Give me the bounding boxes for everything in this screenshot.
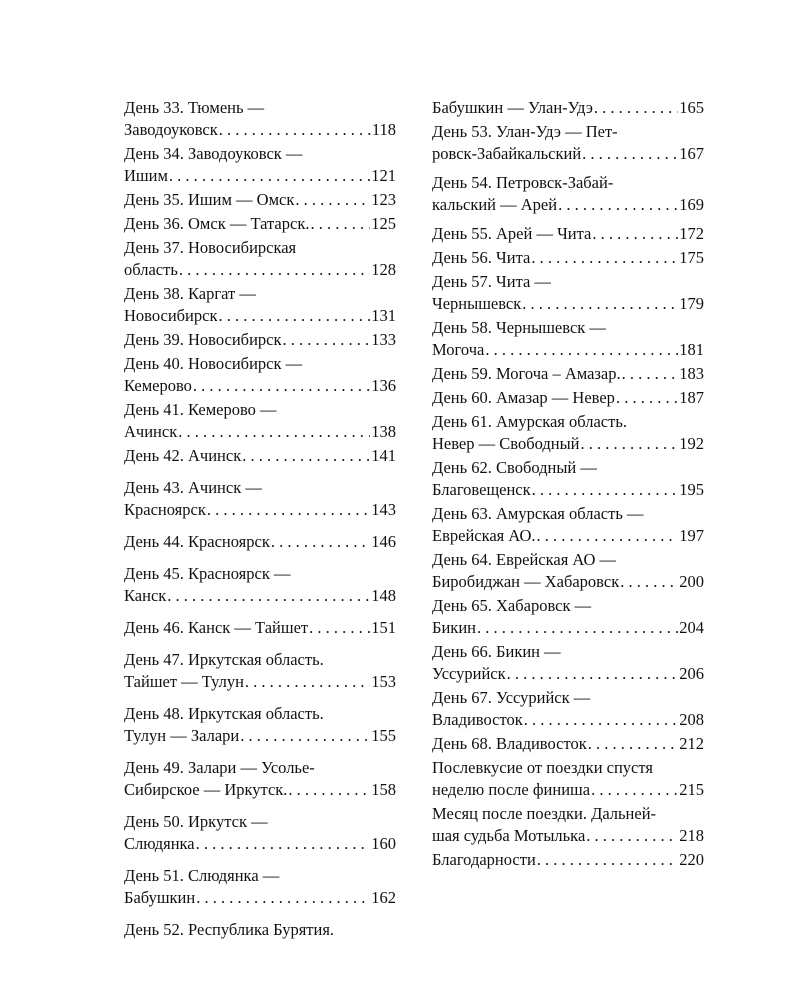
toc-entry-line	[432, 194, 704, 216]
page-number: 200	[679, 572, 704, 591]
toc-entry-line	[124, 329, 396, 351]
toc-entry-text: Сибирское — Иркутск.	[124, 780, 288, 799]
toc-entry-text: День 33. Тюмень —	[124, 98, 265, 117]
toc-entry[interactable]	[432, 271, 704, 315]
toc-entry[interactable]	[124, 649, 396, 693]
toc-entry-line	[432, 223, 704, 245]
toc-entry[interactable]	[124, 865, 396, 909]
toc-entry-text: День 43. Ачинск —	[124, 478, 262, 497]
toc-entry-line	[432, 121, 704, 143]
toc-entry-text: шая судьба Мотылька	[432, 826, 586, 845]
toc-entry[interactable]	[432, 121, 704, 165]
toc-entry-text: День 58. Чернышевск —	[432, 318, 606, 337]
page-number: 146	[371, 532, 396, 551]
toc-entry[interactable]	[432, 733, 704, 755]
toc-entry-line	[124, 97, 396, 119]
toc-entry-line	[124, 865, 396, 887]
page-number: 167	[679, 144, 704, 163]
dot-leader	[591, 779, 678, 801]
dot-leader	[169, 165, 370, 187]
toc-entry-line	[124, 283, 396, 305]
toc-entry-line	[124, 305, 396, 327]
toc-entry-line	[124, 477, 396, 499]
toc-entry-line	[432, 363, 704, 385]
toc-entry-text: Ачинск	[124, 422, 178, 441]
toc-entry-line	[432, 525, 704, 547]
dot-leader	[295, 189, 370, 211]
page-number: 138	[371, 422, 396, 441]
toc-entry-text: Еврейская АО.	[432, 526, 536, 545]
dot-leader	[282, 329, 370, 351]
toc-entry[interactable]	[432, 363, 704, 385]
page-number: 218	[679, 826, 704, 845]
toc-entry-text: Благовещенск	[432, 480, 531, 499]
toc-entry-text: Бикин	[432, 618, 476, 637]
toc-entry[interactable]	[432, 387, 704, 409]
toc-entry-line	[432, 849, 704, 871]
toc-entry-text: Бабушкин — Улан-Удэ	[432, 98, 593, 117]
toc-entry-text: День 37. Новосибирская	[124, 238, 297, 257]
dot-leader	[242, 445, 370, 467]
toc-entry-text: День 46. Канск — Тайшет	[124, 618, 309, 637]
dot-leader	[532, 479, 679, 501]
dot-leader	[207, 499, 370, 521]
toc-entry[interactable]	[432, 411, 704, 455]
dot-leader	[477, 617, 678, 639]
toc-entry-text: День 68. Владивосток	[432, 734, 587, 753]
toc-entry-text: Заводоуковск	[124, 120, 218, 139]
toc-entry-line	[124, 671, 396, 693]
toc-entry-line	[124, 259, 396, 281]
toc-entry[interactable]	[124, 703, 396, 747]
toc-entry-line	[432, 97, 704, 119]
toc-entry-text: День 42. Ачинск	[124, 446, 242, 465]
page-number: 125	[371, 214, 396, 233]
toc-entry-text: Красноярск	[124, 500, 206, 519]
toc-entry-text: кальский — Арей	[432, 195, 558, 214]
toc-entry-line	[124, 237, 396, 259]
page-number: 153	[371, 672, 396, 691]
toc-entry-text: День 36. Омск — Татарск.	[124, 214, 310, 233]
toc-entry-line	[124, 213, 396, 235]
dot-leader	[522, 293, 678, 315]
toc-entry-line	[124, 399, 396, 421]
page-number: 204	[679, 618, 704, 637]
toc-entry[interactable]	[124, 477, 396, 521]
page-number: 155	[371, 726, 396, 745]
dot-leader	[178, 421, 370, 443]
toc-entry-line	[432, 339, 704, 361]
page-number: 197	[679, 526, 704, 545]
toc-entry[interactable]	[124, 563, 396, 607]
toc-entry-text: Чернышевск	[432, 294, 522, 313]
toc-entry[interactable]	[124, 143, 396, 187]
toc-entry[interactable]	[432, 595, 704, 639]
toc-entry-text: Послевкусие от поездки спустя	[432, 758, 653, 777]
page-number: 175	[679, 248, 704, 267]
page-number: 141	[371, 446, 396, 465]
toc-entry-text: Владивосток	[432, 710, 523, 729]
toc-entry-line	[124, 725, 396, 747]
toc-entry-text: День 64. Еврейская АО —	[432, 550, 617, 569]
toc-entry-text: День 54. Петровск-Забай-	[432, 173, 614, 192]
dot-leader	[218, 305, 370, 327]
page-number: 181	[679, 340, 704, 359]
toc-left-column	[124, 97, 396, 951]
toc-entry-line	[124, 531, 396, 553]
toc-entry[interactable]	[432, 317, 704, 361]
dot-leader	[309, 617, 370, 639]
dot-leader	[586, 825, 678, 847]
toc-entry-line	[124, 833, 396, 855]
toc-entry[interactable]	[124, 617, 396, 639]
toc-entry-text: День 65. Хабаровск —	[432, 596, 592, 615]
dot-leader	[622, 363, 679, 385]
dot-leader	[531, 247, 678, 269]
toc-entry-line	[432, 825, 704, 847]
toc-entry-line	[432, 617, 704, 639]
toc-entry-text: День 66. Бикин —	[432, 642, 561, 661]
dot-leader	[594, 97, 678, 119]
toc-entry[interactable]	[432, 172, 704, 216]
toc-entry-line	[432, 503, 704, 525]
page-number: 118	[371, 120, 396, 139]
toc-entry-line	[124, 617, 396, 639]
page-number: 206	[679, 664, 704, 683]
dot-leader	[240, 725, 370, 747]
page-number: 143	[371, 500, 396, 519]
toc-entry-line	[432, 733, 704, 755]
toc-entry-text: День 63. Амурская область —	[432, 504, 644, 523]
toc-entry[interactable]	[124, 757, 396, 801]
toc-entry-line	[124, 811, 396, 833]
toc-entry[interactable]	[124, 329, 396, 351]
dot-leader	[245, 671, 370, 693]
dot-leader	[219, 119, 371, 141]
toc-entry[interactable]	[432, 687, 704, 731]
toc-entry[interactable]	[124, 97, 396, 141]
toc-entry-text: ровск-Забайкальский	[432, 144, 582, 163]
toc-entry-line	[124, 887, 396, 909]
dot-leader	[616, 387, 678, 409]
toc-entry-line	[432, 571, 704, 593]
page-number: 133	[371, 330, 396, 349]
toc-entry-text: Тулун — Залари	[124, 726, 240, 745]
toc-entry-text: День 41. Кемерово —	[124, 400, 277, 419]
toc-entry-line	[124, 119, 396, 141]
toc-entry-text: Новосибирск	[124, 306, 218, 325]
toc-entry[interactable]	[432, 247, 704, 269]
dot-leader	[193, 375, 370, 397]
toc-entry-text: Ишим	[124, 166, 168, 185]
toc-entry-text: Могоча	[432, 340, 485, 359]
toc-entry-line	[432, 549, 704, 571]
page-number: 187	[679, 388, 704, 407]
toc-entry-line	[124, 445, 396, 467]
page-number: 160	[371, 834, 396, 853]
toc-entry-line	[432, 803, 704, 825]
toc-entry-line	[432, 172, 704, 194]
toc-entry[interactable]	[124, 213, 396, 235]
page-number: 123	[371, 190, 396, 209]
toc-entry[interactable]	[124, 445, 396, 467]
page-number: 195	[679, 480, 704, 499]
toc-entry-line	[124, 757, 396, 779]
toc-entry-text: День 40. Новосибирск —	[124, 354, 303, 373]
toc-entry-line	[432, 387, 704, 409]
page-number: 215	[679, 780, 704, 799]
dot-leader	[537, 849, 678, 871]
toc-entry[interactable]	[432, 457, 704, 501]
toc-entry[interactable]	[124, 531, 396, 553]
toc-entry-line	[432, 317, 704, 339]
toc-entry-line	[432, 757, 704, 779]
toc-entry-text: Уссурийск	[432, 664, 506, 683]
page-number: 131	[371, 306, 396, 325]
toc-entry-line	[124, 919, 396, 941]
toc-entry-text: Кемерово	[124, 376, 192, 395]
page-number: 208	[679, 710, 704, 729]
toc-entry-line	[432, 247, 704, 269]
page-number: 158	[371, 780, 396, 799]
page-number: 212	[679, 734, 704, 753]
toc-entry[interactable]	[432, 223, 704, 245]
toc-entry-line	[124, 353, 396, 375]
dot-leader	[271, 531, 370, 553]
toc-entry-text: Слюдянка	[124, 834, 195, 853]
toc-entry-text: День 50. Иркутск —	[124, 812, 268, 831]
toc-entry[interactable]	[432, 849, 704, 871]
toc-entry-text: Благодарности	[432, 850, 536, 869]
toc-entry-text: День 34. Заводоуковск —	[124, 144, 303, 163]
toc-entry[interactable]	[124, 237, 396, 281]
toc-right-column	[432, 97, 704, 873]
dot-leader	[288, 779, 370, 801]
toc-entry-text: День 60. Амазар — Невер	[432, 388, 615, 407]
toc-entry-text: День 47. Иркутская область.	[124, 650, 324, 669]
dot-leader	[167, 585, 370, 607]
toc-entry[interactable]	[432, 757, 704, 801]
toc-entry-text: Канск	[124, 586, 167, 605]
toc-entry[interactable]	[432, 641, 704, 685]
toc-entry-text: День 38. Каргат —	[124, 284, 256, 303]
toc-entry-line	[124, 143, 396, 165]
page-number: 169	[679, 195, 704, 214]
page-number: 162	[371, 888, 396, 907]
page-number: 165	[679, 98, 704, 117]
toc-entry[interactable]	[124, 353, 396, 397]
toc-entry-line	[124, 499, 396, 521]
toc-entry-line	[124, 375, 396, 397]
toc-entry-text: День 59. Могоча – Амазар.	[432, 364, 621, 383]
dot-leader	[581, 433, 679, 455]
toc-entry-text: День 52. Республика Бурятия.	[124, 920, 335, 939]
toc-entry-line	[432, 271, 704, 293]
toc-entry-line	[124, 189, 396, 211]
page-number: 172	[679, 224, 704, 243]
dot-leader	[558, 194, 678, 216]
toc-entry-line	[432, 143, 704, 165]
toc-entry[interactable]	[432, 549, 704, 593]
toc-entry-line	[124, 563, 396, 585]
toc-entry-line	[432, 411, 704, 433]
toc-entry-line	[432, 641, 704, 663]
toc-entry-line	[124, 585, 396, 607]
page-number: 128	[371, 260, 396, 279]
toc-entry-line	[124, 703, 396, 725]
toc-entry-text: Месяц после поездки. Дальней-	[432, 804, 657, 823]
toc-entry-line	[432, 433, 704, 455]
toc-entry-text: Тайшет — Тулун	[124, 672, 244, 691]
toc-entry-line	[124, 779, 396, 801]
dot-leader	[485, 339, 678, 361]
page-number: 179	[679, 294, 704, 313]
toc-entry-line	[432, 779, 704, 801]
toc-entry-text: День 44. Красноярск	[124, 532, 270, 551]
dot-leader	[507, 663, 679, 685]
toc-entry[interactable]	[432, 803, 704, 847]
dot-leader	[196, 887, 370, 909]
toc-entry-text: Бабушкин	[124, 888, 196, 907]
toc-entry-line	[432, 687, 704, 709]
dot-leader	[592, 223, 678, 245]
toc-entry-text: День 48. Иркутская область.	[124, 704, 324, 723]
toc-entry[interactable]	[432, 97, 704, 119]
toc-entry-line	[432, 293, 704, 315]
toc-entry-text: День 51. Слюдянка —	[124, 866, 280, 885]
toc-entry-line	[124, 421, 396, 443]
toc-entry-line	[124, 165, 396, 187]
page-number: 121	[371, 166, 396, 185]
dot-leader	[196, 833, 371, 855]
toc-entry[interactable]	[124, 811, 396, 855]
toc-entry-text: область	[124, 260, 178, 279]
page-number: 151	[371, 618, 396, 637]
toc-entry[interactable]	[124, 189, 396, 211]
page-number: 136	[371, 376, 396, 395]
toc-entry-text: День 55. Арей — Чита	[432, 224, 592, 243]
toc-entry-line	[432, 709, 704, 731]
toc-entry-line	[432, 663, 704, 685]
toc-entry-text: День 45. Красноярск —	[124, 564, 291, 583]
toc-entry-text: Невер — Свободный	[432, 434, 580, 453]
dot-leader	[537, 525, 679, 547]
toc-entry-text: День 53. Улан-Удэ — Пет-	[432, 122, 618, 141]
toc-entry-text: День 61. Амурская область.	[432, 412, 627, 431]
toc-entry[interactable]	[124, 283, 396, 327]
toc-entry[interactable]	[432, 503, 704, 547]
toc-entry-line	[124, 649, 396, 671]
dot-leader	[582, 143, 678, 165]
dot-leader	[620, 571, 678, 593]
page-number: 192	[679, 434, 704, 453]
toc-entry[interactable]	[124, 399, 396, 443]
toc-entry-text: День 35. Ишим — Омск	[124, 190, 295, 209]
dot-leader	[588, 733, 679, 755]
toc-entry-text: День 57. Чита —	[432, 272, 551, 291]
toc-entry-line	[432, 457, 704, 479]
page-number: 148	[371, 586, 396, 605]
dot-leader	[310, 213, 370, 235]
toc-entry[interactable]	[124, 919, 396, 941]
dot-leader	[179, 259, 370, 281]
toc-entry-text: День 56. Чита	[432, 248, 531, 267]
page-number: 183	[679, 364, 704, 383]
toc-entry-text: День 62. Свободный —	[432, 458, 597, 477]
toc-entry-line	[432, 595, 704, 617]
toc-entry-text: День 49. Залари — Усолье-	[124, 758, 315, 777]
dot-leader	[524, 709, 679, 731]
toc-entry-text: День 67. Уссурийск —	[432, 688, 591, 707]
toc-entry-text: День 39. Новосибирск	[124, 330, 282, 349]
toc-entry-line	[432, 479, 704, 501]
page-number: 220	[679, 850, 704, 869]
toc-entry-text: Биробиджан — Хабаровск	[432, 572, 620, 591]
toc-entry-text: неделю после финиша	[432, 780, 591, 799]
